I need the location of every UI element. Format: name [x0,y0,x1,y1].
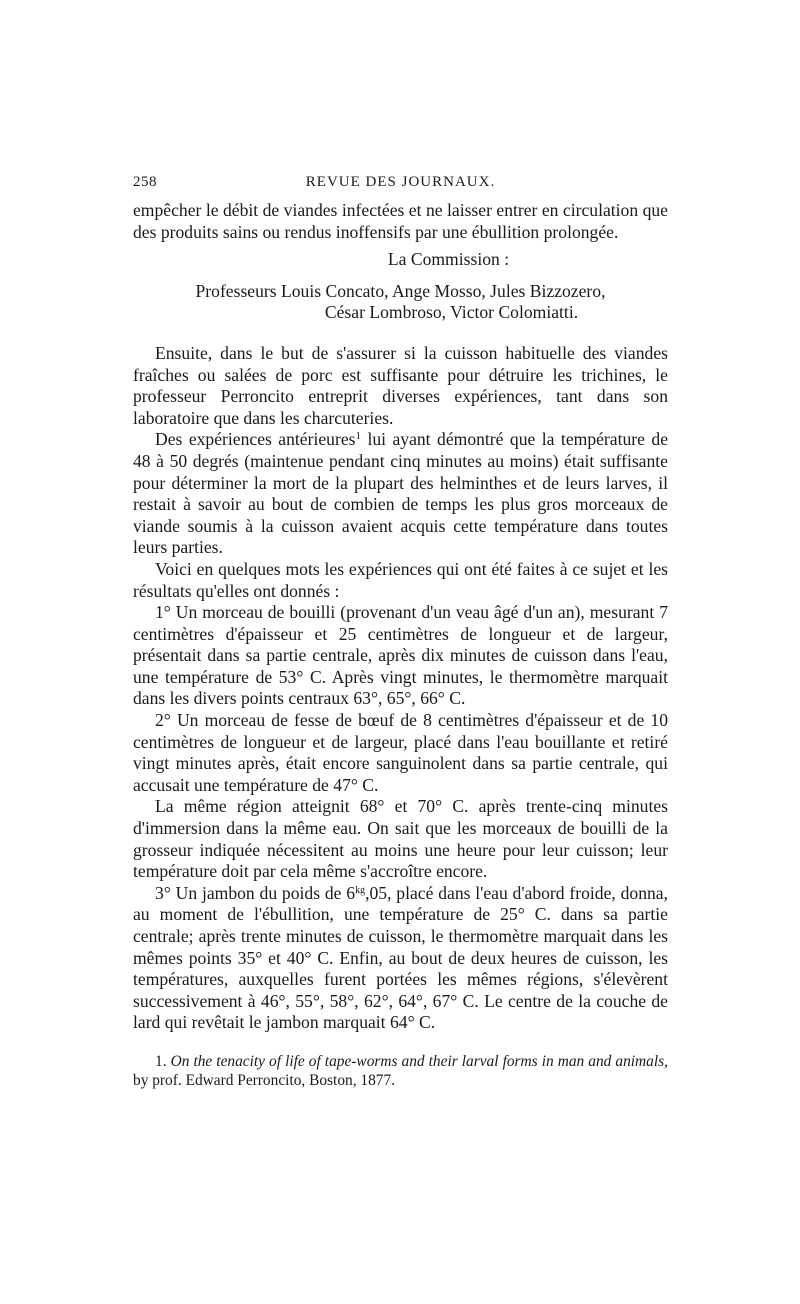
paragraph-experiences-anterieures [133,429,668,559]
commission-heading: La Commission : [387,249,510,270]
footnote-reference[interactable]: 1 [355,430,361,443]
paragraph-experience-3 [133,883,668,1034]
paragraph-ensuite: Ensuite, dans le but de s'assurer si la cuisson habituelle des viandes fraîches ou salées de porc est suffisante pour détruire les trichines, le professeur Perroncito entreprit diverses expériences, tant dans son laboratoire que dans les charcuteries. [133,342,668,428]
opening-paragraph: empêcher le débit de viandes infectées et ne laisser entrer en circulation que des produits sains ou rendus inoffensifs par une ébullition prolongée. [133,200,668,242]
running-title: REVUE DES JOURNAUX. [305,174,496,190]
commission-names-line-1: Professeurs Louis Concato, Ange Mosso, Jules Bizzozero, [195,280,606,301]
running-header [133,172,668,194]
page-number: 258 [133,174,157,190]
commission-signatories [133,281,668,324]
page [133,172,668,1090]
paragraph-meme-region: La même région atteignit 68° et 70° C. après trente-cinq minutes d'immersion dans la même eau. On sait que les morceaux de bouilli de la grosseur indiquée nécessitent au moins une heure pour leur cuisson; leur température doit par cela même s'accroître encore. [133,796,668,882]
footnote-number: 1. [155,1052,167,1070]
footnote-citation: by prof. Edward Perroncito, Boston, 1877. [133,1071,396,1089]
paragraph-voici: Voici en quelques mots les expériences qui ont été faites à ce sujet et les résultats qu'elles ont donnés : [133,558,668,601]
paragraph-experiences-start: Des expériences antérieures [155,429,356,450]
paragraph-experiences-end: lui ayant démontré que la température de 48 à 50 degrés (maintenue pendant cinq minutes au moins) était suffisante pour déterminer la mort de la plupart des helminthes et de leurs larves, il restait à savoir au bout de combien de temps les plus gros morceaux de viande soumis à la cuisson avaient acquis cette température dans toutes leurs parties. [133,429,669,558]
footnote [133,1052,668,1090]
paragraph-experience-3-end: ,05, placé dans l'eau d'abord froide, donna, au moment de l'ébullition, une température de 25° C. dans sa partie centrale; après trente minutes de cuisson, le thermomètre marquait dans les mêmes points 35° et 40° C. Enfin, au bout de deux heures de cuisson, les températures, auxquelles furent portées les mêmes régions, s'élevèrent successivement à 46°, 55°, 58°, 62°, 64°, 67° C. Le centre de la couche de lard qui revêtait le jambon marquait 64° C. [133,882,668,1033]
footnote-title: On the tenacity of life of tape-worms and their larval forms in man and animals, [170,1052,668,1070]
paragraph-experience-1: 1° Un morceau de bouilli (provenant d'un veau âgé d'un an), mesurant 7 centimètres d'épaisseur et 25 centimètres de longueur et de largeur, présentait dans sa partie centrale, après dix minutes de cuisson dans l'eau, une température de 53° C. Après vingt minutes, le thermomètre marquait dans les divers points centraux 63°, 65°, 66° C. [133,602,668,709]
paragraph-experience-2: 2° Un morceau de fesse de bœuf de 8 centimètres d'épaisseur et de 10 centimètres de longueur et de largeur, placé dans l'eau bouillante et retiré vingt minutes après, était encore sanguinolent dans sa partie centrale, qui accusait une température de 47° C. [133,710,668,795]
commission-names-line-2: César Lombroso, Victor Colomiatti. [324,302,579,323]
kilogram-unit: kg [355,884,366,896]
paragraph-experience-3-start: 3° Un jambon du poids de 6 [155,882,356,903]
